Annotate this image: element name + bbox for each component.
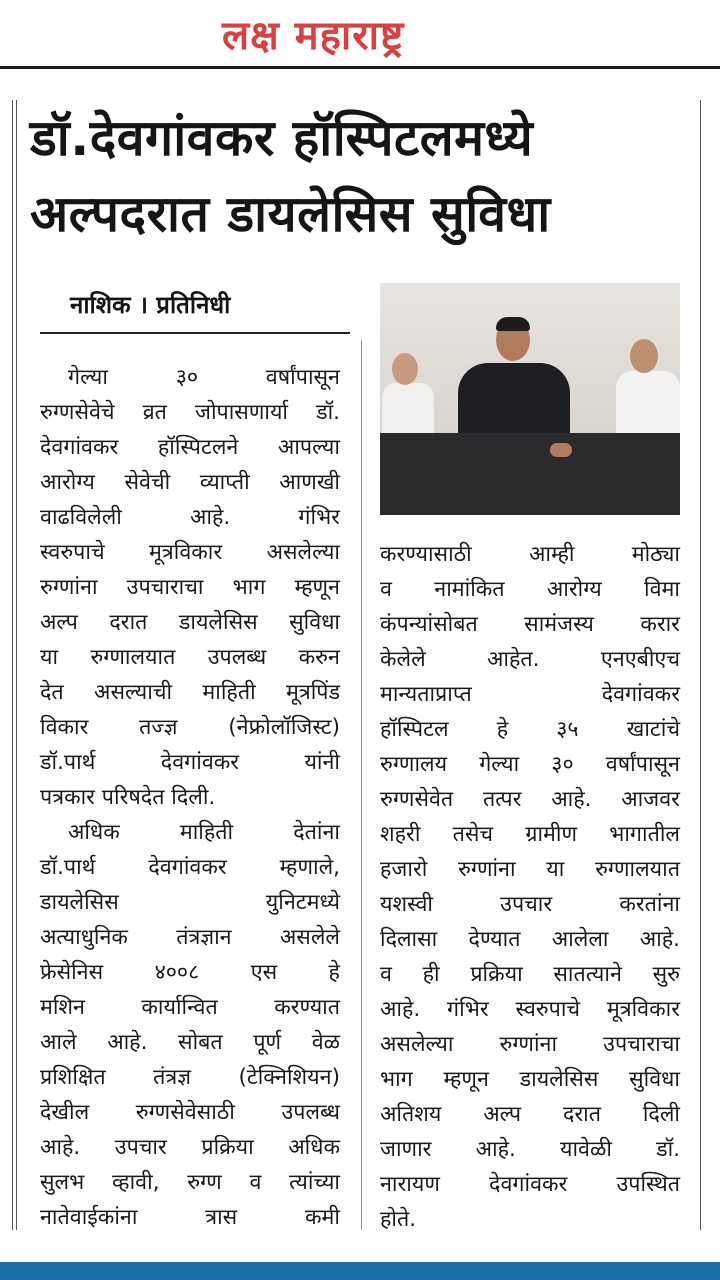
article-word: सोबत (178, 1030, 223, 1055)
article-line (40, 640, 340, 675)
article-line (380, 922, 680, 957)
article-word: होते. (380, 1207, 417, 1232)
article-word: उपलब्ध (281, 1100, 340, 1125)
article-word: नारायण (380, 1172, 440, 1197)
article-word: आहे. (40, 1135, 81, 1160)
article-word: सातत्याने (553, 962, 622, 987)
article-word: उपचाराचा (603, 1032, 680, 1057)
headline-line-2: अल्पदरात डायलेसिस सुविधा (30, 185, 551, 243)
article-word: दरात (109, 610, 148, 635)
article-word: या (40, 645, 59, 670)
article-word: आहे. (551, 787, 592, 812)
article-word: रुग्णालयात (595, 857, 680, 882)
article-word: व (380, 962, 392, 987)
article-word: रुग्णालयात (90, 645, 176, 670)
article-word: मशिन (40, 995, 85, 1020)
article-word: ३५ (556, 717, 579, 742)
left-border-rule-inner (16, 100, 17, 1230)
article-word: विमा (644, 577, 680, 602)
article-word: एनएबीएच (600, 647, 680, 672)
article-word: डायलेसिस (519, 1067, 599, 1092)
article-word: मूत्रविकार (149, 540, 223, 565)
article-word: म्हणाले, (279, 855, 340, 880)
photo-person-center-hair (496, 317, 530, 331)
article-word: व्याप्ती (199, 470, 250, 495)
article-line (380, 572, 680, 607)
masthead-divider (0, 66, 720, 69)
article-word: असल्याची (94, 680, 173, 705)
article-word: अतिशय (380, 1102, 442, 1127)
article-line (40, 535, 340, 570)
article-word: प्रक्रिया (470, 962, 523, 987)
right-border-rule (700, 100, 701, 1230)
article-word: डॉ.पार्थ (40, 750, 96, 775)
article-word: करण्यासाठी (380, 542, 472, 567)
article-word: त्यांच्या (289, 1170, 340, 1195)
article-line (380, 677, 680, 712)
article-line (380, 1167, 680, 1202)
article-word: म्हणून (294, 575, 340, 600)
article-word: रुग्णांना (458, 857, 516, 882)
article-word: भाग (232, 575, 266, 600)
article-word: खाटांचे (626, 717, 680, 742)
article-word: तंत्रज्ञान (176, 925, 232, 950)
article-word: व (380, 577, 392, 602)
article-line (380, 817, 680, 852)
article-word: देवगांवकर (40, 435, 119, 460)
article-word: व (249, 1170, 262, 1195)
article-word: युनिटमध्ये (265, 890, 340, 915)
press-conference-photo (380, 283, 680, 515)
article-word: सेवेची (124, 470, 171, 495)
article-word: भागातील (609, 822, 680, 847)
article-line (380, 607, 680, 642)
article-line (40, 1130, 340, 1165)
article-word: हॉस्पिटल (380, 717, 449, 742)
article-word: आरोग्य (40, 470, 95, 495)
article-word: तज्ज्ञ (139, 715, 178, 740)
photo-person-left-head (392, 353, 418, 385)
article-line (380, 957, 680, 992)
article-word: वेळ (311, 1030, 340, 1055)
article-word: आहे. (475, 1137, 516, 1162)
article-word: अधिक (68, 820, 120, 845)
article-line (380, 712, 680, 747)
article-line (40, 395, 340, 430)
article-line (40, 920, 340, 955)
article-line (380, 1027, 680, 1062)
article-word: सुरु (652, 962, 680, 987)
article-word: अत्याधुनिक (40, 925, 128, 950)
article-word: व्रत (142, 400, 167, 425)
article-word: रुग्णांना (40, 575, 98, 600)
article-word: आहे. (380, 997, 421, 1022)
article-word: मूत्रविकार (606, 997, 680, 1022)
article-word: स्वरुपाचे (40, 540, 105, 565)
article-word: रुग्णसेवेसाठी (135, 1100, 235, 1125)
headline-line-1: डॉ.देवगांवकर हॉस्पिटलमध्ये (30, 109, 534, 167)
article-line (380, 887, 680, 922)
article-word: त्रास (205, 1205, 238, 1230)
article-word: उपलब्ध (207, 645, 267, 670)
article-word: जाणार (380, 1137, 432, 1162)
article-line (40, 1025, 340, 1060)
article-line (380, 1202, 680, 1237)
article-line (380, 992, 680, 1027)
article-word: रुग्णालय (380, 752, 448, 777)
bottom-bar (0, 1262, 720, 1280)
article-line (40, 815, 340, 850)
article-word: आले (40, 1030, 77, 1055)
article-word: हे (328, 960, 340, 985)
article-word: हजारो (380, 857, 428, 882)
photo-person-right (616, 371, 680, 441)
article-word: मोठ्या (631, 542, 680, 567)
article-word: हे (496, 717, 509, 742)
article-word: उपचाराचा (126, 575, 204, 600)
article-word: ग्रामीण (525, 822, 577, 847)
article-line (380, 782, 680, 817)
article-word: अल्प (40, 610, 78, 635)
article-word: उपचार (114, 1135, 167, 1160)
article-line (40, 1165, 340, 1200)
article-word: रुग्णसेवेत (380, 787, 454, 812)
article-line (40, 1200, 340, 1235)
article-word: तत्पर (483, 787, 522, 812)
article-word: फ्रेसेनिस (40, 960, 104, 985)
article-word: देवगांवकर (489, 1172, 568, 1197)
article-word: वर्षांपासून (605, 752, 680, 777)
article-word: देण्यात (468, 927, 521, 952)
article-word: स्वरुपाचे (515, 997, 581, 1022)
article-word: केलेले (380, 647, 426, 672)
article-word: ४००८ (154, 960, 200, 985)
article-word: आम्ही (529, 542, 575, 567)
article-word: अल्प (483, 1102, 522, 1127)
article-word: आहे. (190, 505, 231, 530)
article-line (40, 430, 340, 465)
article-word: डायलेसिस (178, 610, 258, 635)
article-line (40, 710, 340, 745)
article-word: कार्यान्वित (141, 995, 218, 1020)
article-word: माहिती (179, 820, 234, 845)
article-word: मान्यताप्राप्त (380, 682, 472, 707)
byline: नाशिक । प्रतिनिधी (70, 291, 231, 319)
article-word: म्हणून (443, 1067, 489, 1092)
masthead-title: लक्ष महाराष्ट्र (222, 13, 405, 59)
article-word: उपस्थित (616, 1172, 680, 1197)
article-word: डॉ.पार्थ (40, 855, 96, 880)
article-line (40, 885, 340, 920)
article-word: ३० (551, 752, 574, 777)
article-word: यशस्वी (380, 892, 433, 917)
article-word: करतांना (619, 892, 680, 917)
article-word: गेल्या (68, 365, 108, 390)
article-line (40, 500, 340, 535)
article-word: (टेक्निशियन) (238, 1065, 340, 1090)
article-word: आहे. (107, 1030, 148, 1055)
article-word: आजवर (621, 787, 680, 812)
article-word: दिलासा (380, 927, 438, 952)
article-word: रुग्ण (187, 1170, 222, 1195)
article-word: एस (250, 960, 278, 985)
article-word: देवगांवकर (601, 682, 680, 707)
article-line (40, 360, 340, 395)
article-word: सुविधा (289, 610, 340, 635)
article-word: कंपन्यांसोबत (380, 612, 478, 637)
headline (30, 100, 690, 252)
article-word: मूत्रपिंड (285, 680, 340, 705)
article-word: आरोग्य (546, 577, 602, 602)
article-word: तंत्रज्ञ (153, 1065, 192, 1090)
article-word: देवगांवकर (148, 855, 227, 880)
article-line (40, 745, 340, 780)
article-word: या (546, 857, 565, 882)
article-word: देवगांवकर (160, 750, 240, 775)
byline-underline (40, 332, 350, 334)
article-word: आहेत. (487, 647, 540, 672)
article-line (380, 852, 680, 887)
article-word: आहे. (639, 927, 680, 952)
article-line (40, 955, 340, 990)
article-line (40, 605, 340, 640)
photo-table (380, 433, 680, 515)
article-column-right (380, 537, 680, 1237)
article-word: पूर्ण (253, 1030, 282, 1055)
article-word: गेल्या (479, 752, 520, 777)
masthead (0, 0, 720, 70)
article-word: उपचार (500, 892, 553, 917)
article-word: करण्यात (274, 995, 340, 1020)
article-word: व्हावी, (111, 1170, 160, 1195)
article-line (380, 1097, 680, 1132)
article-line (40, 850, 340, 885)
article-word: करुन (298, 645, 340, 670)
article-line (380, 1132, 680, 1167)
article-word: (नेफ्रोलॉजिस्ट) (228, 715, 340, 740)
article-word: आपल्या (277, 435, 340, 460)
article-word: गंभिर (447, 997, 489, 1022)
article-word: प्रशिक्षित (40, 1065, 106, 1090)
photo-hand (550, 443, 572, 457)
article-word: प्रक्रिया (201, 1135, 254, 1160)
article-line (40, 1095, 340, 1130)
article-word: नामांकित (434, 577, 505, 602)
article-line (380, 747, 680, 782)
article-line (40, 465, 340, 500)
article-word: सुलभ (40, 1170, 85, 1195)
article-word: आलेला (551, 927, 609, 952)
article-word: यांनी (304, 750, 340, 775)
article-word: यावेळी (560, 1137, 612, 1162)
article-word: माहिती (202, 680, 256, 705)
article-word: असलेल्या (380, 1032, 454, 1057)
article-word: असलेल्या (266, 540, 340, 565)
photo-person-right-head (630, 339, 658, 373)
article-word: देतांना (293, 820, 340, 845)
article-line (40, 990, 340, 1025)
article-line (40, 780, 340, 815)
article-line (40, 1060, 340, 1095)
article-word: आणखी (279, 470, 340, 495)
article-line (380, 1062, 680, 1097)
article-word: वाढविलेली (40, 505, 122, 530)
article-word: पत्रकार परिषदेत दिली. (40, 785, 216, 810)
article-word: रुग्णसेवेचे (40, 400, 115, 425)
article-word: वर्षांपासून (265, 365, 340, 390)
article-word: हॉस्पिटलने (157, 435, 239, 460)
article-line (40, 570, 340, 605)
article-word: नातेवाईकांना (40, 1205, 138, 1230)
article-word: विकार (40, 715, 89, 740)
article-word: दरात (562, 1102, 601, 1127)
article-word: डायलेसिस (40, 890, 119, 915)
article-word: तसेच (452, 822, 494, 847)
article-word: जोपासणार्या (195, 400, 288, 425)
article-word: कमी (305, 1205, 340, 1230)
article-word: शहरी (380, 822, 421, 847)
article-word: देत (40, 680, 64, 705)
article-word: सामंजस्य (524, 612, 594, 637)
article-word: सुविधा (629, 1067, 680, 1092)
article-column-left (40, 360, 340, 1235)
article-word: ही (422, 962, 440, 987)
article-word: डॉ. (656, 1137, 680, 1162)
article-word: डॉ. (316, 400, 340, 425)
article-line (380, 537, 680, 572)
article-word: करार (640, 612, 680, 637)
article-word: रुग्णांना (499, 1032, 558, 1057)
article-line (40, 675, 340, 710)
column-divider (361, 340, 362, 1230)
left-border-rule (12, 100, 13, 1230)
article-word: देखील (40, 1100, 90, 1125)
article-word: असलेले (279, 925, 340, 950)
article-word: ३० (175, 365, 199, 390)
article-word: अधिक (288, 1135, 340, 1160)
article-word: दिली (642, 1102, 680, 1127)
article-line (380, 642, 680, 677)
article-word: गंभिर (298, 505, 340, 530)
article-word: भाग (380, 1067, 413, 1092)
